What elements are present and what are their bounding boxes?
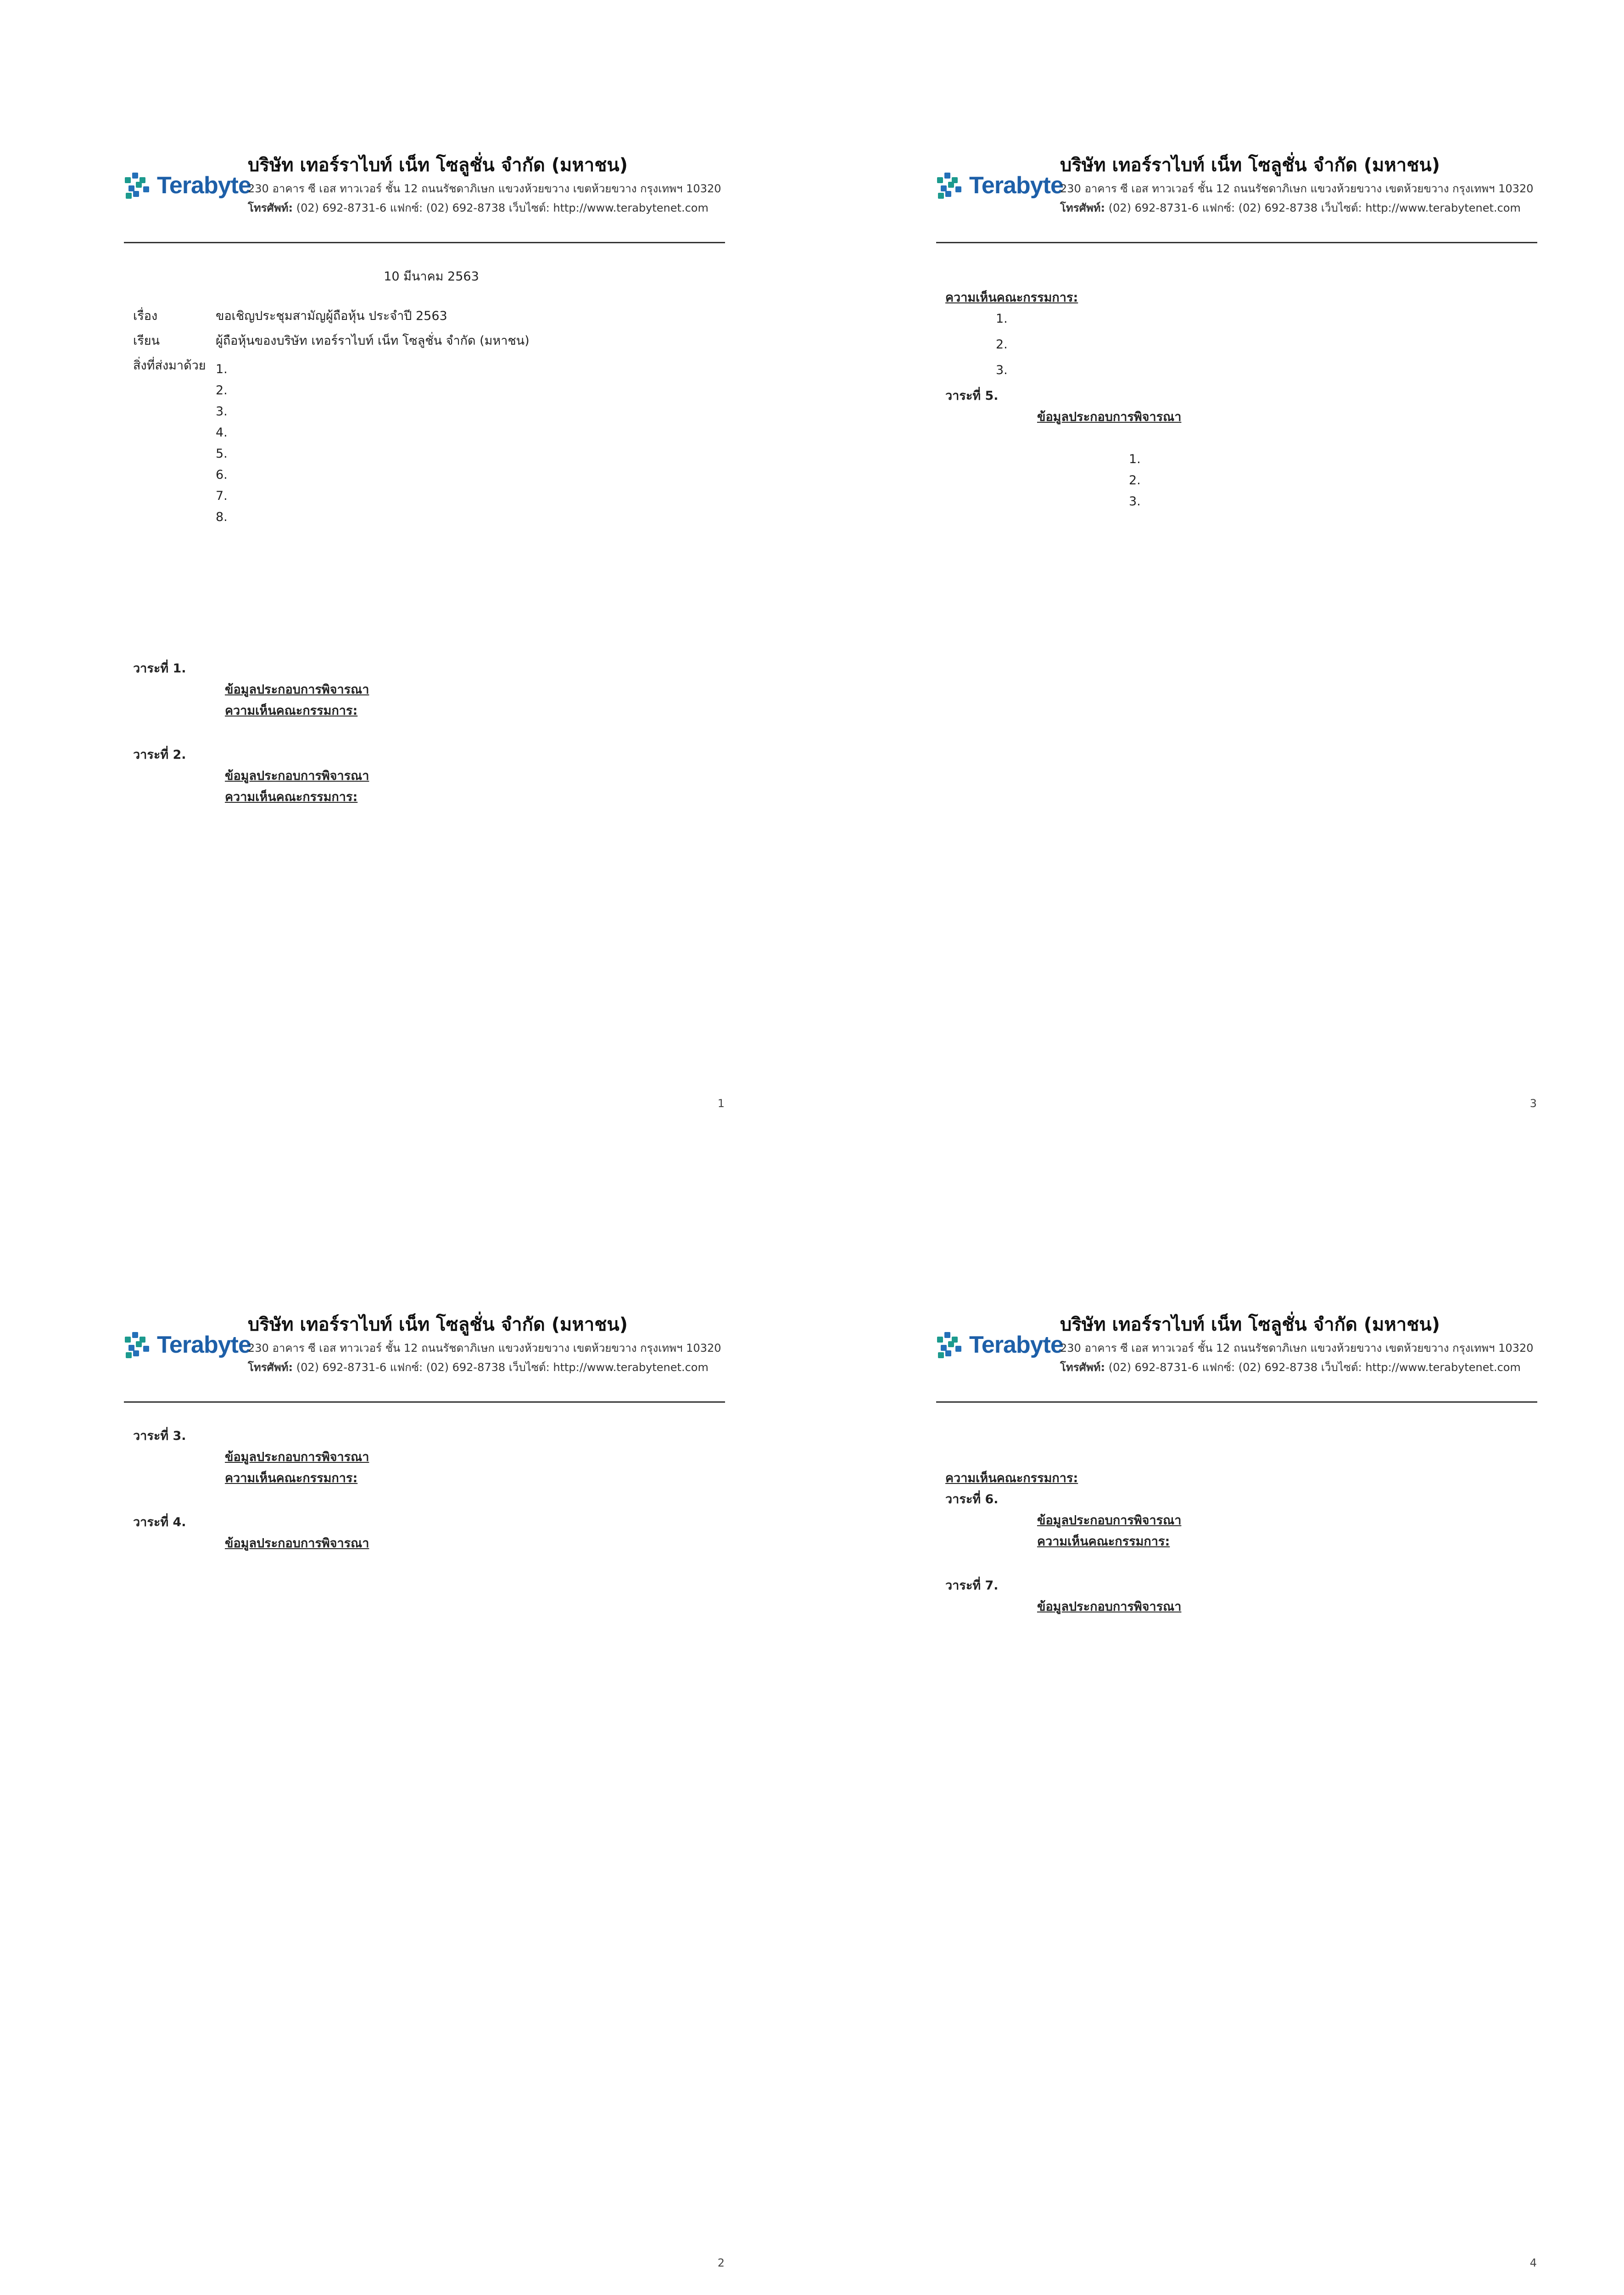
agenda-fact [225, 1533, 730, 1554]
list-item [216, 443, 730, 465]
recipient-text: ผู้ถือหุ้นของบริษัท เทอร์ราไบท์ เน็ท โซลูชั่น จำกัด (มหาชน) [216, 334, 530, 348]
dividend-detail [225, 1575, 730, 1596]
list-item-number: 3. [216, 404, 228, 419]
logo-wordmark: Terabyte [969, 172, 1063, 199]
company-block [1060, 151, 1537, 218]
fact-label: ข้อมูลประกอบการพิจารณา [1037, 1513, 1182, 1528]
subject-row [133, 306, 730, 327]
agenda-title [1037, 386, 1542, 407]
agenda-label: วาระที่ 1. [133, 661, 186, 676]
nominee-list [1129, 449, 1542, 512]
agenda-label: วาระที่ 6. [945, 1492, 999, 1506]
agenda-2 [133, 744, 730, 808]
agenda-3 [133, 1426, 730, 1489]
company-contact [248, 198, 725, 218]
letter-body [945, 266, 1542, 556]
contact-label: โทรศัพท์: [1060, 202, 1105, 214]
agenda-fact [225, 1447, 730, 1468]
list-item-number: 6. [216, 468, 228, 482]
agenda-label: วาระที่ 2. [133, 748, 186, 762]
company-name: บริษัท เทอร์ราไบท์ เน็ท โซลูชั่น จำกัด (มหาชน) [248, 155, 628, 176]
page-number: 4 [1529, 2256, 1537, 2269]
list-item [216, 486, 730, 507]
agenda-title [1037, 1489, 1542, 1510]
list-item-number: 1. [996, 312, 1008, 326]
letter-page-2 [0, 1159, 812, 2295]
continued-text [945, 266, 1542, 287]
logo-mark-icon [124, 173, 156, 198]
contact-label: โทรศัพท์: [1060, 1361, 1105, 1374]
agenda-5 [945, 386, 1542, 533]
list-item [216, 380, 730, 401]
opinion-label: ความเห็นคณะกรรมการ: [945, 1471, 1078, 1485]
agenda-note [225, 1554, 730, 1575]
fact-label: ข้อมูลประกอบการพิจารณา [1037, 410, 1182, 424]
recipient-row [133, 330, 730, 352]
company-address: 230 อาคาร ซี เอส ทาวเวอร์ ชั้น 12 ถนนรัชดาภิเษก แขวงห้วยขวาง เขตห้วยขวาง กรุงเทพฯ 10320 [1060, 182, 1534, 195]
opinion-label: ความเห็นคณะกรรมการ: [225, 1471, 358, 1485]
closing-paragraph [1037, 512, 1542, 533]
contact-label: โทรศัพท์: [248, 202, 293, 214]
agenda-fact [1037, 407, 1542, 428]
agenda-1 [133, 658, 730, 722]
letterhead [124, 151, 725, 243]
continued-text [945, 1426, 1542, 1447]
opinion-label: ความเห็นคณะกรรมการ: [225, 790, 358, 804]
board-opinion [945, 1468, 1542, 1489]
agenda-fact [225, 766, 730, 787]
list-item [216, 359, 730, 380]
list-item-number: 2. [996, 337, 1008, 352]
list-item [996, 308, 1542, 330]
list-item [216, 401, 730, 422]
board-opinion [945, 287, 1542, 308]
agenda-body [225, 658, 730, 722]
company-logo [124, 170, 251, 202]
agenda-title [225, 744, 730, 766]
agenda-fact [225, 679, 730, 700]
agenda-opinion [225, 700, 730, 722]
fact-label: ข้อมูลประกอบการพิจารณา [225, 1450, 369, 1464]
fact-label: ข้อมูลประกอบการพิจารณา [225, 683, 369, 697]
list-item [1037, 1639, 1542, 1660]
second-paragraph [945, 1447, 1542, 1468]
agenda-body [225, 744, 730, 808]
agenda-body [225, 1426, 730, 1489]
contact-details: (02) 692-8731-6 แฟกซ์: (02) 692-8738 เว็บไซต์: http://www.terabytenet.com [296, 202, 709, 214]
agenda-7 [945, 1575, 1542, 1660]
opinion-label: ความเห็นคณะกรรมการ: [1037, 1534, 1170, 1549]
list-item [996, 360, 1542, 381]
contact-label: โทรศัพท์: [248, 1361, 293, 1374]
agenda-label: วาระที่ 5. [945, 389, 999, 403]
letter-body [133, 266, 730, 831]
letter-page-1 [0, 0, 812, 1159]
agenda-title [225, 1426, 730, 1447]
company-name: บริษัท เทอร์ราไบท์ เน็ท โซลูชั่น จำกัด (มหาชน) [1060, 1314, 1440, 1335]
fact-label: ข้อมูลประกอบการพิจารณา [225, 769, 369, 783]
company-logo [124, 1329, 251, 1361]
agenda-body [225, 1512, 730, 1596]
logo-mark-icon [936, 173, 968, 198]
company-name: บริษัท เทอร์ราไบท์ เน็ท โซลูชั่น จำกัด (มหาชน) [1060, 155, 1440, 176]
list-item-number: 7. [216, 489, 228, 503]
fact-label: ข้อมูลประกอบการพิจารณา [225, 1536, 369, 1551]
company-contact [248, 1358, 725, 1377]
company-name: บริษัท เทอร์ราไบท์ เน็ท โซลูชั่น จำกัด (มหาชน) [248, 1314, 628, 1335]
agenda-4 [133, 1512, 730, 1596]
agenda-fact [1037, 1596, 1542, 1618]
logo-mark-icon [936, 1332, 968, 1358]
list-item [1129, 449, 1542, 470]
list-item-number: 4. [216, 425, 228, 440]
agenda-opinion [225, 787, 730, 808]
agenda-body [1037, 1489, 1542, 1552]
letter-body [945, 1426, 1542, 1683]
list-item [1129, 491, 1542, 512]
agenda-label: วาระที่ 3. [133, 1429, 186, 1443]
list-item-number: 1. [1129, 452, 1141, 466]
company-logo [936, 1329, 1063, 1361]
company-address: 230 อาคาร ซี เอส ทาวเวอร์ ชั้น 12 ถนนรัชดาภิเษก แขวงห้วยขวาง เขตห้วยขวาง กรุงเทพฯ 10320 [248, 182, 721, 195]
agenda-title [225, 658, 730, 679]
intro-paragraph [133, 546, 730, 631]
list-item-number: 2. [1129, 473, 1141, 487]
list-item-number: 3. [996, 363, 1008, 377]
agenda-label: วาระที่ 4. [133, 1515, 186, 1529]
list-item [216, 507, 730, 528]
subject-label: เรื่อง [133, 309, 158, 323]
agenda-opinion [1037, 1531, 1542, 1552]
list-item [1129, 470, 1542, 491]
company-block [1060, 1311, 1537, 1377]
enclosures-label: สิ่งที่ส่งมาด้วย [133, 358, 206, 373]
letterhead [936, 1311, 1537, 1403]
letterhead [936, 151, 1537, 243]
fact-label: ข้อมูลประกอบการพิจารณา [1037, 1600, 1182, 1614]
letter-date: 10 มีนาคม 2563 [384, 269, 479, 284]
list-item-number: 1. [216, 362, 228, 376]
company-contact [1060, 198, 1537, 218]
agenda-title [225, 1512, 730, 1533]
contact-details: (02) 692-8731-6 แฟกซ์: (02) 692-8738 เว็บไซต์: http://www.terabytenet.com [296, 1361, 709, 1374]
company-block [248, 151, 725, 218]
enclosures-list [216, 359, 730, 528]
subject-text: ขอเชิญประชุมสามัญผู้ถือหุ้น ประจำปี 2563 [216, 309, 447, 323]
agenda-title [1037, 1575, 1542, 1596]
agenda-body [1037, 1575, 1542, 1660]
logo-mark-icon [124, 1332, 156, 1358]
company-contact [1060, 1358, 1537, 1377]
nominees-intro [1037, 428, 1542, 449]
page-number: 3 [1529, 1097, 1537, 1110]
opinion-label: ความเห็นคณะกรรมการ: [225, 704, 358, 718]
company-block [248, 1311, 725, 1377]
company-logo [936, 170, 1063, 202]
letter-body [133, 1426, 730, 1619]
company-address: 230 อาคาร ซี เอส ทาวเวอร์ ชั้น 12 ถนนรัชดาภิเษก แขวงห้วยขวาง เขตห้วยขวาง กรุงเทพฯ 10320 [248, 1342, 721, 1355]
contact-details: (02) 692-8731-6 แฟกซ์: (02) 692-8738 เว็บไซต์: http://www.terabytenet.com [1108, 1361, 1521, 1374]
list-item [216, 465, 730, 486]
agenda-opinion [225, 1468, 730, 1489]
letterhead [124, 1311, 725, 1403]
page-number: 1 [717, 1097, 725, 1110]
company-address: 230 อาคาร ซี เอส ทาวเวอร์ ชั้น 12 ถนนรัชดาภิเษก แขวงห้วยขวาง เขตห้วยขวาง กรุงเทพฯ 10320 [1060, 1342, 1534, 1355]
list-item-number: 8. [216, 510, 228, 524]
list-item-number: 2. [216, 383, 228, 397]
list-item-number: 3. [1129, 494, 1141, 509]
agenda-label: วาระที่ 7. [945, 1579, 999, 1593]
list-item-number: 5. [216, 447, 228, 461]
agenda-fact [1037, 1510, 1542, 1531]
list-item [996, 334, 1542, 355]
resolution-list [996, 308, 1542, 381]
list-item [216, 422, 730, 443]
opinion-label: ความเห็นคณะกรรมการ: [945, 291, 1078, 305]
agenda-6 [945, 1489, 1542, 1552]
recipient-label: เรียน [133, 334, 160, 348]
logo-wordmark: Terabyte [157, 1332, 251, 1358]
logo-wordmark: Terabyte [969, 1332, 1063, 1358]
letter-page-4 [812, 1159, 1624, 2295]
page-number: 2 [717, 2256, 725, 2269]
agenda-body [1037, 386, 1542, 533]
list-item [1037, 1618, 1542, 1639]
letter-page-3 [812, 0, 1624, 1159]
logo-wordmark: Terabyte [157, 172, 251, 199]
contact-details: (02) 692-8731-6 แฟกซ์: (02) 692-8738 เว็บไซต์: http://www.terabytenet.com [1108, 202, 1521, 214]
